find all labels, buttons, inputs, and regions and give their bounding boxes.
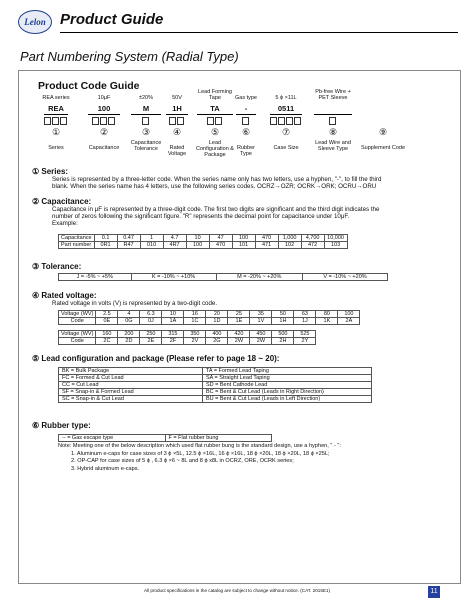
table-cell: 100 bbox=[232, 235, 255, 242]
code-box bbox=[92, 117, 99, 125]
row-header: Code bbox=[59, 338, 96, 345]
table-cell: 1J bbox=[294, 318, 316, 325]
capacitance-heading: ② Capacitance: bbox=[32, 197, 92, 206]
code-position-number: ② bbox=[99, 127, 109, 137]
table-cell: M = -20% ~ +20% bbox=[216, 274, 303, 281]
header-rule bbox=[60, 32, 458, 33]
code-position-description: Lead Configuration & Package bbox=[196, 140, 234, 158]
table-cell: SA = Straight Lead Taping bbox=[202, 375, 371, 382]
table-cell: 0G bbox=[118, 318, 140, 325]
table-cell: 400 bbox=[206, 331, 228, 338]
page-number: 11 bbox=[428, 586, 440, 598]
table-row bbox=[59, 368, 372, 375]
code-box bbox=[52, 117, 59, 125]
table-row bbox=[59, 396, 372, 403]
table-cell: 2W bbox=[228, 338, 250, 345]
table-cell: 20 bbox=[206, 311, 228, 318]
code-underline bbox=[197, 114, 233, 115]
table-cell: 471 bbox=[255, 242, 278, 249]
rubber-note: 3. Hybrid aluminum e-caps. bbox=[71, 465, 140, 472]
table-row bbox=[59, 375, 372, 382]
code-boxes bbox=[44, 117, 67, 125]
series-line: blank. When the series name has 4 letters, use the following series codes. OCRZ→OZR; OCRK→ORK; OCRU→ORU bbox=[52, 183, 377, 190]
row-header: Part number bbox=[59, 242, 95, 249]
code-boxes bbox=[92, 117, 115, 125]
table-cell: R47 bbox=[117, 242, 140, 249]
capacitance-line: Capacitance in μF is represented by a three-digit code. The first two digits are significant and the third digit indicates the bbox=[52, 206, 380, 213]
table-cell: 103 bbox=[324, 242, 347, 249]
code-position-number: ⑨ bbox=[378, 127, 388, 137]
page-title: Product Guide bbox=[60, 11, 164, 28]
code-example-label: ±20% bbox=[138, 95, 154, 101]
table-cell: 47 bbox=[209, 235, 232, 242]
code-box bbox=[207, 117, 214, 125]
table-cell: 1 bbox=[140, 235, 163, 242]
table-row bbox=[59, 435, 272, 442]
table-cell: 1H bbox=[272, 318, 294, 325]
table-cell: K = -10% ~ +10% bbox=[131, 274, 216, 281]
table-cell: 160 bbox=[96, 331, 118, 338]
code-boxes bbox=[142, 117, 149, 125]
table-cell: 470 bbox=[255, 235, 278, 242]
code-example-label: 50V bbox=[172, 95, 182, 101]
table-cell: 472 bbox=[301, 242, 324, 249]
code-box bbox=[108, 117, 115, 125]
table-cell: 1K bbox=[316, 318, 338, 325]
code-underline bbox=[44, 114, 68, 115]
table-cell: CC = Cut Lead bbox=[59, 382, 203, 389]
table-cell: FC = Formed & Cut Lead bbox=[59, 375, 203, 382]
code-example-value: M bbox=[142, 104, 150, 113]
code-box bbox=[270, 117, 277, 125]
table-cell: 10 bbox=[162, 311, 184, 318]
code-box bbox=[278, 117, 285, 125]
table-cell: J = -5% ~ +5% bbox=[59, 274, 132, 281]
code-box bbox=[286, 117, 293, 125]
table-cell: 2F bbox=[162, 338, 184, 345]
code-box bbox=[169, 117, 176, 125]
table-cell: 35 bbox=[250, 311, 272, 318]
table-cell: 102 bbox=[278, 242, 301, 249]
table-cell: 4.7 bbox=[163, 235, 186, 242]
table-row bbox=[59, 331, 316, 338]
code-underline bbox=[270, 114, 302, 115]
table-cell: 2V bbox=[184, 338, 206, 345]
table-cell: 6.3 bbox=[140, 311, 162, 318]
table-row bbox=[59, 274, 388, 281]
table-cell: TA = Formed Lead Taping bbox=[202, 368, 371, 375]
table-cell: 16 bbox=[184, 311, 206, 318]
table-cell: 2A bbox=[338, 318, 360, 325]
table-cell: 2D bbox=[118, 338, 140, 345]
table-cell: BK = Bulk Package bbox=[59, 368, 203, 375]
table-cell: 315 bbox=[162, 331, 184, 338]
tolerance-heading: ③ Tolerance: bbox=[32, 262, 82, 271]
code-position-number: ⑥ bbox=[241, 127, 251, 137]
row-header: Capacitance bbox=[59, 235, 95, 242]
rubber-note: 2. OP-CAP for case sizes of 5 ϕ , 6.3 ϕ ×6 ~ 8L and 8 ϕ x8L in OCRZ, ORE, OCRK series; bbox=[71, 458, 294, 464]
table-cell: 50 bbox=[272, 311, 294, 318]
rubber-note: Note: Meeting one of the below description which used flat rubber bung is the standard design, use a hyphen, " - ": bbox=[58, 443, 341, 449]
table-cell: 500 bbox=[272, 331, 294, 338]
code-underline bbox=[131, 114, 161, 115]
table-cell: 2Y bbox=[294, 338, 316, 345]
table-cell: 1V bbox=[250, 318, 272, 325]
table-cell: SC = Snap-in & Cut Lead bbox=[59, 396, 203, 403]
table-row bbox=[59, 382, 372, 389]
table-row bbox=[59, 235, 348, 242]
code-position-number: ⑤ bbox=[210, 127, 220, 137]
lead-config-table bbox=[58, 367, 372, 403]
table-cell: V = -10% ~ +20% bbox=[303, 274, 388, 281]
table-cell: 2H bbox=[272, 338, 294, 345]
table-row bbox=[59, 389, 372, 396]
table-cell: 100 bbox=[186, 242, 209, 249]
table-cell: F = Flat rubber bung bbox=[165, 435, 272, 442]
table-cell: BC = Bent & Cut Lead (Leads in Right Direction) bbox=[202, 389, 371, 396]
code-box bbox=[44, 117, 51, 125]
table-cell: 2W bbox=[250, 338, 272, 345]
code-box bbox=[294, 117, 301, 125]
table-cell: 4R7 bbox=[163, 242, 186, 249]
capacitance-line: number of zeros following the significant figure. "R" represents the decimal point for capacitance under 10μF. bbox=[52, 213, 350, 220]
table-cell: 10 bbox=[186, 235, 209, 242]
table-cell: 200 bbox=[118, 331, 140, 338]
table-cell: 1D bbox=[206, 318, 228, 325]
code-position-description: Lead Wire and Sleeve Type bbox=[315, 140, 351, 152]
code-position-number: ⑦ bbox=[281, 127, 291, 137]
series-text bbox=[52, 176, 452, 190]
code-underline bbox=[314, 114, 352, 115]
table-cell: 350 bbox=[184, 331, 206, 338]
code-boxes bbox=[270, 117, 301, 125]
table-cell: -- = Gas escape type bbox=[59, 435, 166, 442]
table-cell: 525 bbox=[294, 331, 316, 338]
logo-text: Lelon bbox=[24, 17, 46, 27]
table-cell: 0R1 bbox=[94, 242, 117, 249]
table-cell: 0.1 bbox=[94, 235, 117, 242]
header-bar bbox=[0, 0, 474, 36]
table-cell: SD = Bent Cathode Lead bbox=[202, 382, 371, 389]
table-cell: 0E bbox=[96, 318, 118, 325]
product-code-guide-title: Product Code Guide bbox=[38, 80, 140, 92]
table-cell: 450 bbox=[250, 331, 272, 338]
table-cell: 2G bbox=[206, 338, 228, 345]
footer-note: All product specifications in the catalog are subject to change without notice. (CAT. 2016E1) bbox=[143, 588, 331, 593]
table-cell: 470 bbox=[209, 242, 232, 249]
code-box bbox=[329, 117, 336, 125]
code-position-description: Supplement Code bbox=[360, 145, 406, 151]
brand-logo bbox=[18, 10, 52, 34]
table-cell: 1,000 bbox=[278, 235, 301, 242]
table-cell: 4,700 bbox=[301, 235, 324, 242]
table-cell: BU = Bent & Cut Lead (Leads in Left Direction) bbox=[202, 396, 371, 403]
code-position-number: ① bbox=[51, 127, 61, 137]
series-heading: ① Series: bbox=[32, 167, 69, 176]
code-boxes bbox=[207, 117, 222, 125]
rated-voltage-text: Rated voltage in volts (V) is represented by a two-digit code. bbox=[52, 300, 218, 307]
code-position-description: Rubber Type bbox=[236, 145, 256, 157]
code-position-description: Capacitance Tolerance bbox=[130, 140, 162, 152]
table-cell: 100 bbox=[338, 311, 360, 318]
code-position-description: Capacitance bbox=[88, 145, 120, 151]
table-cell: 420 bbox=[228, 331, 250, 338]
table-cell: 0J bbox=[140, 318, 162, 325]
section-subtitle: Part Numbering System (Radial Type) bbox=[20, 49, 239, 64]
code-boxes bbox=[242, 117, 249, 125]
code-example-label: Gas type bbox=[234, 95, 257, 101]
table-cell: 25 bbox=[228, 311, 250, 318]
table-cell: 101 bbox=[232, 242, 255, 249]
table-cell: 1E bbox=[228, 318, 250, 325]
code-position-number: ③ bbox=[141, 127, 151, 137]
rubber-type-heading: ⑥ Rubber type: bbox=[32, 421, 91, 430]
row-header: Code bbox=[59, 318, 96, 325]
code-underline bbox=[88, 114, 120, 115]
code-position-number: ④ bbox=[172, 127, 182, 137]
code-example-label: Pb-free Wire + PET Sleeve bbox=[315, 89, 351, 101]
code-box bbox=[60, 117, 67, 125]
lead-config-heading: ⑤ Lead configuration and package (Please refer to page 18 ~ 20): bbox=[32, 354, 280, 363]
table-row bbox=[59, 242, 348, 249]
table-cell: 4 bbox=[118, 311, 140, 318]
code-box bbox=[242, 117, 249, 125]
code-box bbox=[142, 117, 149, 125]
code-example-value: TA bbox=[210, 104, 220, 113]
code-example-label: REA series bbox=[42, 95, 70, 101]
code-example-label: 5 ϕ ×11L bbox=[275, 95, 297, 101]
code-example-value: - bbox=[244, 104, 248, 113]
table-cell: 63 bbox=[294, 311, 316, 318]
table-row bbox=[59, 338, 316, 345]
table-cell: 1A bbox=[162, 318, 184, 325]
table-cell: 80 bbox=[316, 311, 338, 318]
table-row bbox=[59, 318, 360, 325]
table-cell: 2C bbox=[96, 338, 118, 345]
row-header: Voltage (WV) bbox=[59, 311, 96, 318]
table-cell: 1C bbox=[184, 318, 206, 325]
code-box bbox=[215, 117, 222, 125]
code-boxes bbox=[169, 117, 184, 125]
voltage-table-low bbox=[58, 310, 360, 325]
capacitance-line: Example: bbox=[52, 220, 78, 227]
table-cell: 0.47 bbox=[117, 235, 140, 242]
table-cell: 010 bbox=[140, 242, 163, 249]
table-cell: 10,000 bbox=[324, 235, 347, 242]
code-position-description: Series bbox=[48, 145, 64, 151]
code-position-number: ⑧ bbox=[328, 127, 338, 137]
rubber-type-table bbox=[58, 434, 272, 442]
code-underline bbox=[166, 114, 188, 115]
code-example-value: 0511 bbox=[277, 104, 295, 113]
rubber-note: 1. Aluminum e-caps for case sizes of 3 ϕ ×5L, 12.5 ϕ ×16L, 16 ϕ ×16L, 18 ϕ ×20L, 18 ϕ ×20L, 18 ϕ ×25L; bbox=[71, 450, 330, 457]
capacitance-text bbox=[52, 206, 452, 227]
rubber-notes bbox=[58, 443, 458, 473]
code-example-value: REA bbox=[48, 104, 64, 113]
code-example-label: 10μF bbox=[97, 95, 111, 101]
code-position-description: Rated Voltage bbox=[167, 145, 187, 157]
table-cell: 250 bbox=[140, 331, 162, 338]
capacitance-table bbox=[58, 234, 348, 249]
series-line: Series is represented by a three-letter code. When the series name only has two letters, use a hyphen, "-", to fill the third bbox=[52, 176, 382, 183]
table-cell: 2.5 bbox=[96, 311, 118, 318]
code-box bbox=[177, 117, 184, 125]
code-example-value: 1H bbox=[172, 104, 182, 113]
tolerance-table bbox=[58, 273, 388, 281]
table-cell: 2E bbox=[140, 338, 162, 345]
code-underline bbox=[236, 114, 256, 115]
code-example-label: Lead Forming Tape bbox=[198, 89, 232, 101]
code-box bbox=[100, 117, 107, 125]
table-row bbox=[59, 311, 360, 318]
row-header: Voltage (WV) bbox=[59, 331, 96, 338]
rated-voltage-heading: ④ Rated voltage: bbox=[32, 291, 97, 300]
code-position-description: Case Size bbox=[273, 145, 299, 151]
code-example-value: 100 bbox=[97, 104, 111, 113]
voltage-table-high bbox=[58, 330, 316, 345]
table-cell: SF = Snap-in & Formed Lead bbox=[59, 389, 203, 396]
code-boxes bbox=[329, 117, 336, 125]
